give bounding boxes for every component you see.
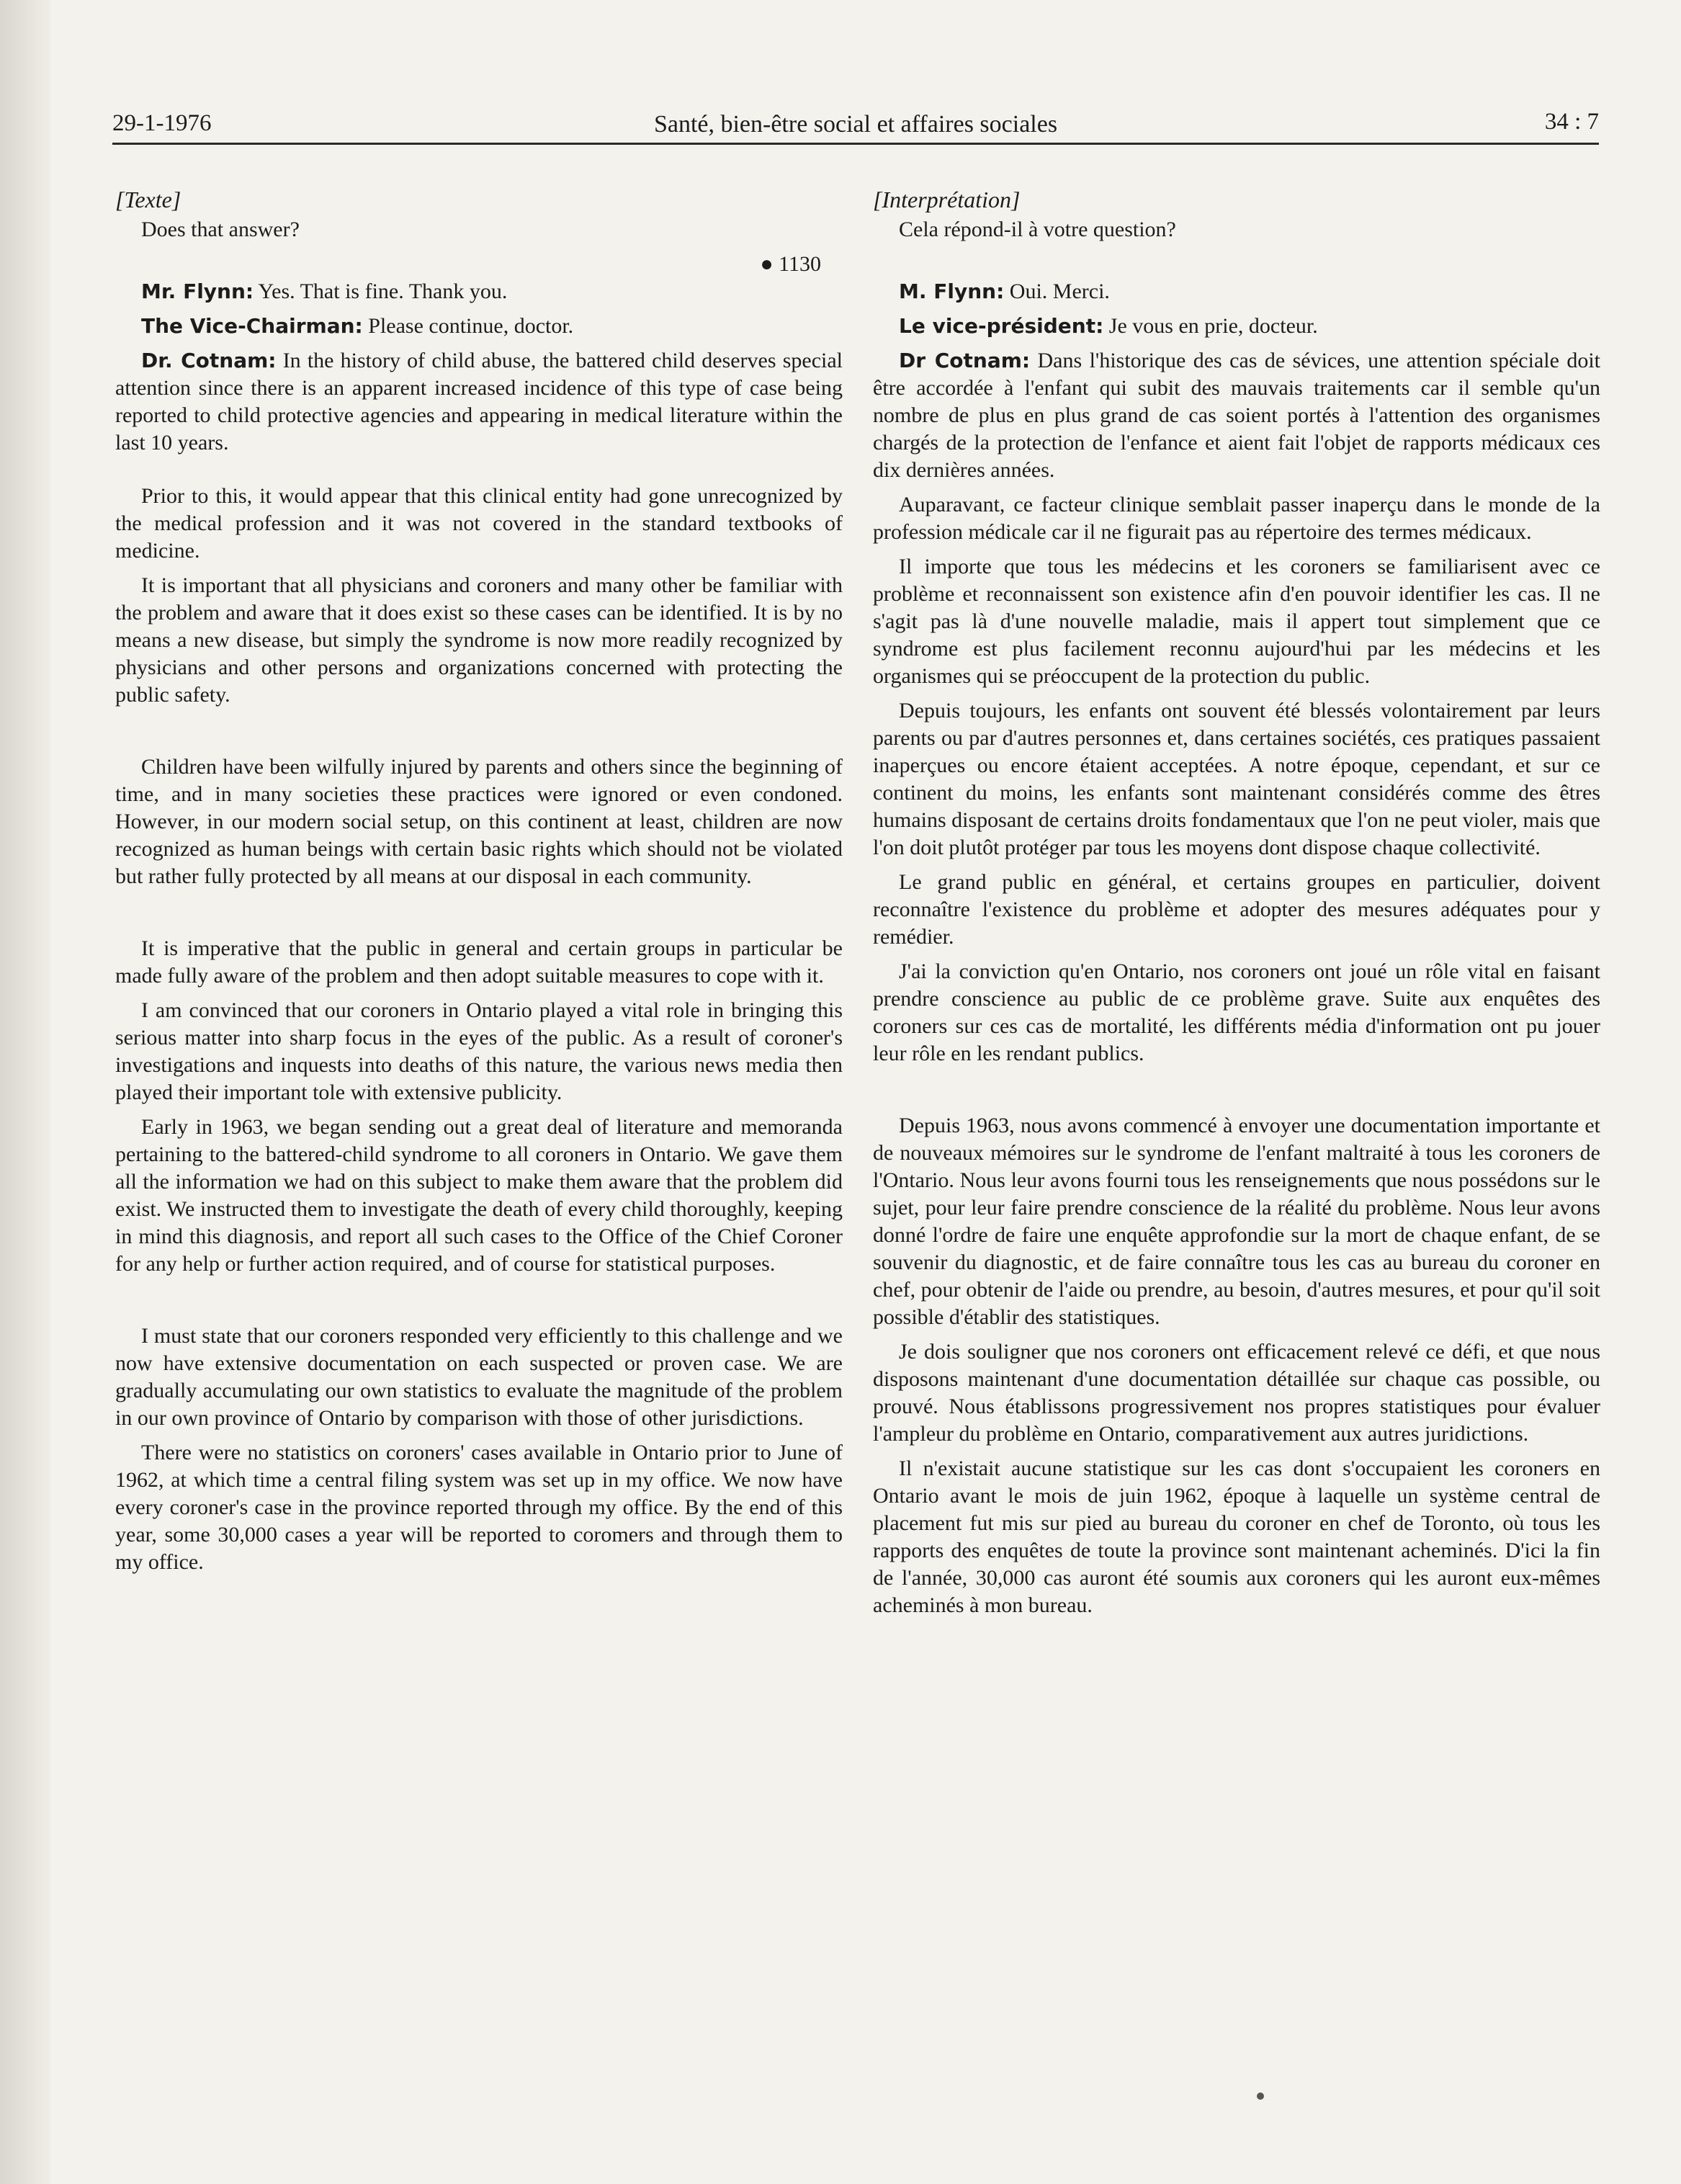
paragraph: M. Flynn: Oui. Merci. (899, 279, 1110, 303)
paragraph: Dr. Cotnam: In the history of child abuse, the battered child deserves special attention since there is an apparent increased incidence of this type of case being reported to child protective agencies and appearing in medical literature within the last 10 years. (115, 349, 843, 455)
speaker-name: Mr. Flynn: (141, 279, 254, 303)
paragraph: Je dois souligner que nos coroners ont efficacement relevé ce défi, et que nous disposons maintenant d'une documentation détaillée sur chaque cas possible, ou prouvé. Nous établissons progressivement nos propres statistiques pour évaluer l'ampleur du problème en Ontario, comparativement aux autres juridictions. (873, 1340, 1600, 1446)
paragraph: Il importe que tous les médecins et les coroners se familiarisent avec ce problème et reconnaissent son existence afin d'en pouvoir identifier les cas. Il ne s'agit pas là d'une nouvelle maladie, mais il appert tout simplement que ce syndrome est plus facilement reconnu aujourd'hui par les médecins et les organismes qui se préoccupent de la protection du public. (873, 555, 1600, 688)
header-title: Santé, bien-être social et affaires sociales (653, 111, 1058, 138)
paragraph: Prior to this, it would appear that this clinical entity had gone unrecognized by the medical profession and it was not covered in the standard textbooks of medicine. (115, 484, 843, 563)
time-marker-spacer (873, 251, 1600, 278)
paragraph: I must state that our coroners responded very efficiently to this challenge and we now have extensive documentation on each suspected or proven case. We are gradually accumulating our own statistics to evaluate the magnitude of the problem in our own province of Ontario by comparison with those of other jurisdictions. (115, 1324, 843, 1430)
time-marker: ● 1130 (760, 252, 821, 276)
speaker-name: M. Flynn: (899, 279, 1005, 303)
header-date: 29-1-1976 (112, 110, 212, 136)
paragraph: It is imperative that the public in general and certain groups in particular be made fully aware of the problem and then adopt suitable measures to cope with it. (115, 936, 843, 988)
paragraph: Depuis 1963, nous avons commencé à envoyer une documentation importante et de nouveaux mémoires sur le syndrome de l'enfant maltraité à tous les coroners de l'Ontario. Nous leur avons fourni tous les renseignements que nous possédons sur le sujet, pour leur faire prendre conscience de la réalité du problème. Nous leur avons donné l'ordre de faire une enquête approfondie sur la mort de chaque enfant, de se souvenir du diagnostic, et de faire connaître tous les cas au bureau du coroner en chef, pour obtenir de l'aide ou prendre, au besoin, d'autres mesures, et pour qu'il soit possible d'établir des statistiques. (873, 1114, 1600, 1329)
french-column (873, 186, 1600, 1626)
paragraph: Il n'existait aucune statistique sur les cas dont s'occupaient les coroners en Ontario avant le mois de juin 1962, époque à laquelle un système central de placement fut mis sur pied au bureau du coroner en chef de Toronto, où tous les rapports des enquêtes de toute la province sont maintenant acheminés. D'ici la fin de l'année, 30,000 cas auront été soumis aux coroners qui les auront eux-mêmes acheminés à mon bureau. (873, 1456, 1600, 1617)
paragraph: The Vice-Chairman: Please continue, doctor. (141, 314, 574, 338)
paragraph: Cela répond-il à votre question? (899, 218, 1176, 241)
paragraph: J'ai la conviction qu'en Ontario, nos coroners ont joué un rôle vital en faisant prendre conscience au public de ce problème grave. Suite aux enquêtes des coroners sur ces cas de mortalité, les différents média d'information ont pu jouer leur rôle en les rendant publics. (873, 959, 1600, 1065)
running-header (112, 101, 1599, 145)
paragraph: Does that answer? (141, 218, 300, 241)
paragraph: I am convinced that our coroners in Ontario played a vital role in bringing this serious matter into sharp focus in the eyes of the public. As a result of coroner's investigations and inquests into deaths of this nature, the various news media then played their important tole with extensive publicity. (115, 998, 843, 1104)
paragraph: Early in 1963, we began sending out a great deal of literature and memoranda pertaining to the battered-child syndrome to all coroners in Ontario. We gave them all the information we had on this subject to make them aware that the problem did exist. We instructed them to investigate the death of every child thoroughly, keeping in mind this diagnosis, and report all such cases to the Office of the Chief Coroner for any help or further action required, and of course for statistical purposes. (115, 1115, 843, 1276)
header-page-number: 34 : 7 (1544, 109, 1599, 135)
english-section-label: [Texte] (115, 187, 181, 212)
english-column (115, 186, 843, 1583)
paragraph: There were no statistics on coroners' cases available in Ontario prior to June of 1962, at which time a central filing system was set up in my office. We now have every coroner's case in the province reported through my office. By the end of this year, some 30,000 cases a year will be reported to coromers and through them to my office. (115, 1441, 843, 1574)
paragraph: It is important that all physicians and coroners and many other be familiar with the problem and aware that it does exist so these cases can be identified. It is by no means a new disease, but simply the syndrome is now more readily recognized by physicians and other persons and organizations concerned with protecting the public safety. (115, 573, 843, 707)
speaker-name: Dr. Cotnam: (141, 349, 277, 372)
paragraph: Auparavant, ce facteur clinique semblait passer inaperçu dans le monde de la profession médicale car il ne figurait pas au répertoire des termes médicaux. (873, 493, 1600, 544)
speaker-name: Le vice-président: (899, 314, 1104, 338)
french-section-label: [Interprétation] (873, 187, 1021, 212)
paragraph: Le grand public en général, et certains groupes en particulier, doivent reconnaître l'existence du problème et adopter des mesures adéquates pour y remédier. (873, 870, 1600, 949)
paragraph: Le vice-président: Je vous en prie, docteur. (899, 314, 1318, 338)
page-edge-shadow (0, 0, 50, 2184)
paragraph: Mr. Flynn: Yes. That is fine. Thank you. (141, 279, 508, 303)
page-dot-mark (1257, 2093, 1264, 2100)
paragraph: Depuis toujours, les enfants ont souvent été blessés volontairement par leurs parents ou par d'autres personnes et, dans certaines sociétés, ces pratiques passaient inaperçues ou encore étaient acceptées. A notre époque, cependant, et sur ce continent du moins, les enfants sont maintenant considérés comme des êtres humains disposant de certains droits fondamentaux que l'on ne peut violer, mais que l'on doit plutôt protéger par tous les moyens dont dispose chaque collectivité. (873, 699, 1600, 859)
paragraph: Dr Cotnam: Dans l'historique des cas de sévices, une attention spéciale doit être accordée à l'enfant qui subit des mauvais traitements car il semble qu'un nombre de plus en plus grand de cas soient portés à l'attention des organismes chargés de la protection de l'enfance et aient fait l'objet de rapports médicaux ces dix dernières années. (873, 349, 1600, 482)
speaker-name: The Vice-Chairman: (141, 314, 363, 338)
speaker-name: Dr Cotnam: (899, 349, 1031, 372)
paragraph: Children have been wilfully injured by parents and others since the beginning of time, and in many societies these practices were ignored or even condoned. However, in our modern social setup, on this continent at least, children are now recognized as human beings with certain basic rights which should not be violated but rather fully protected by all means at our disposal in each community. (115, 755, 843, 888)
